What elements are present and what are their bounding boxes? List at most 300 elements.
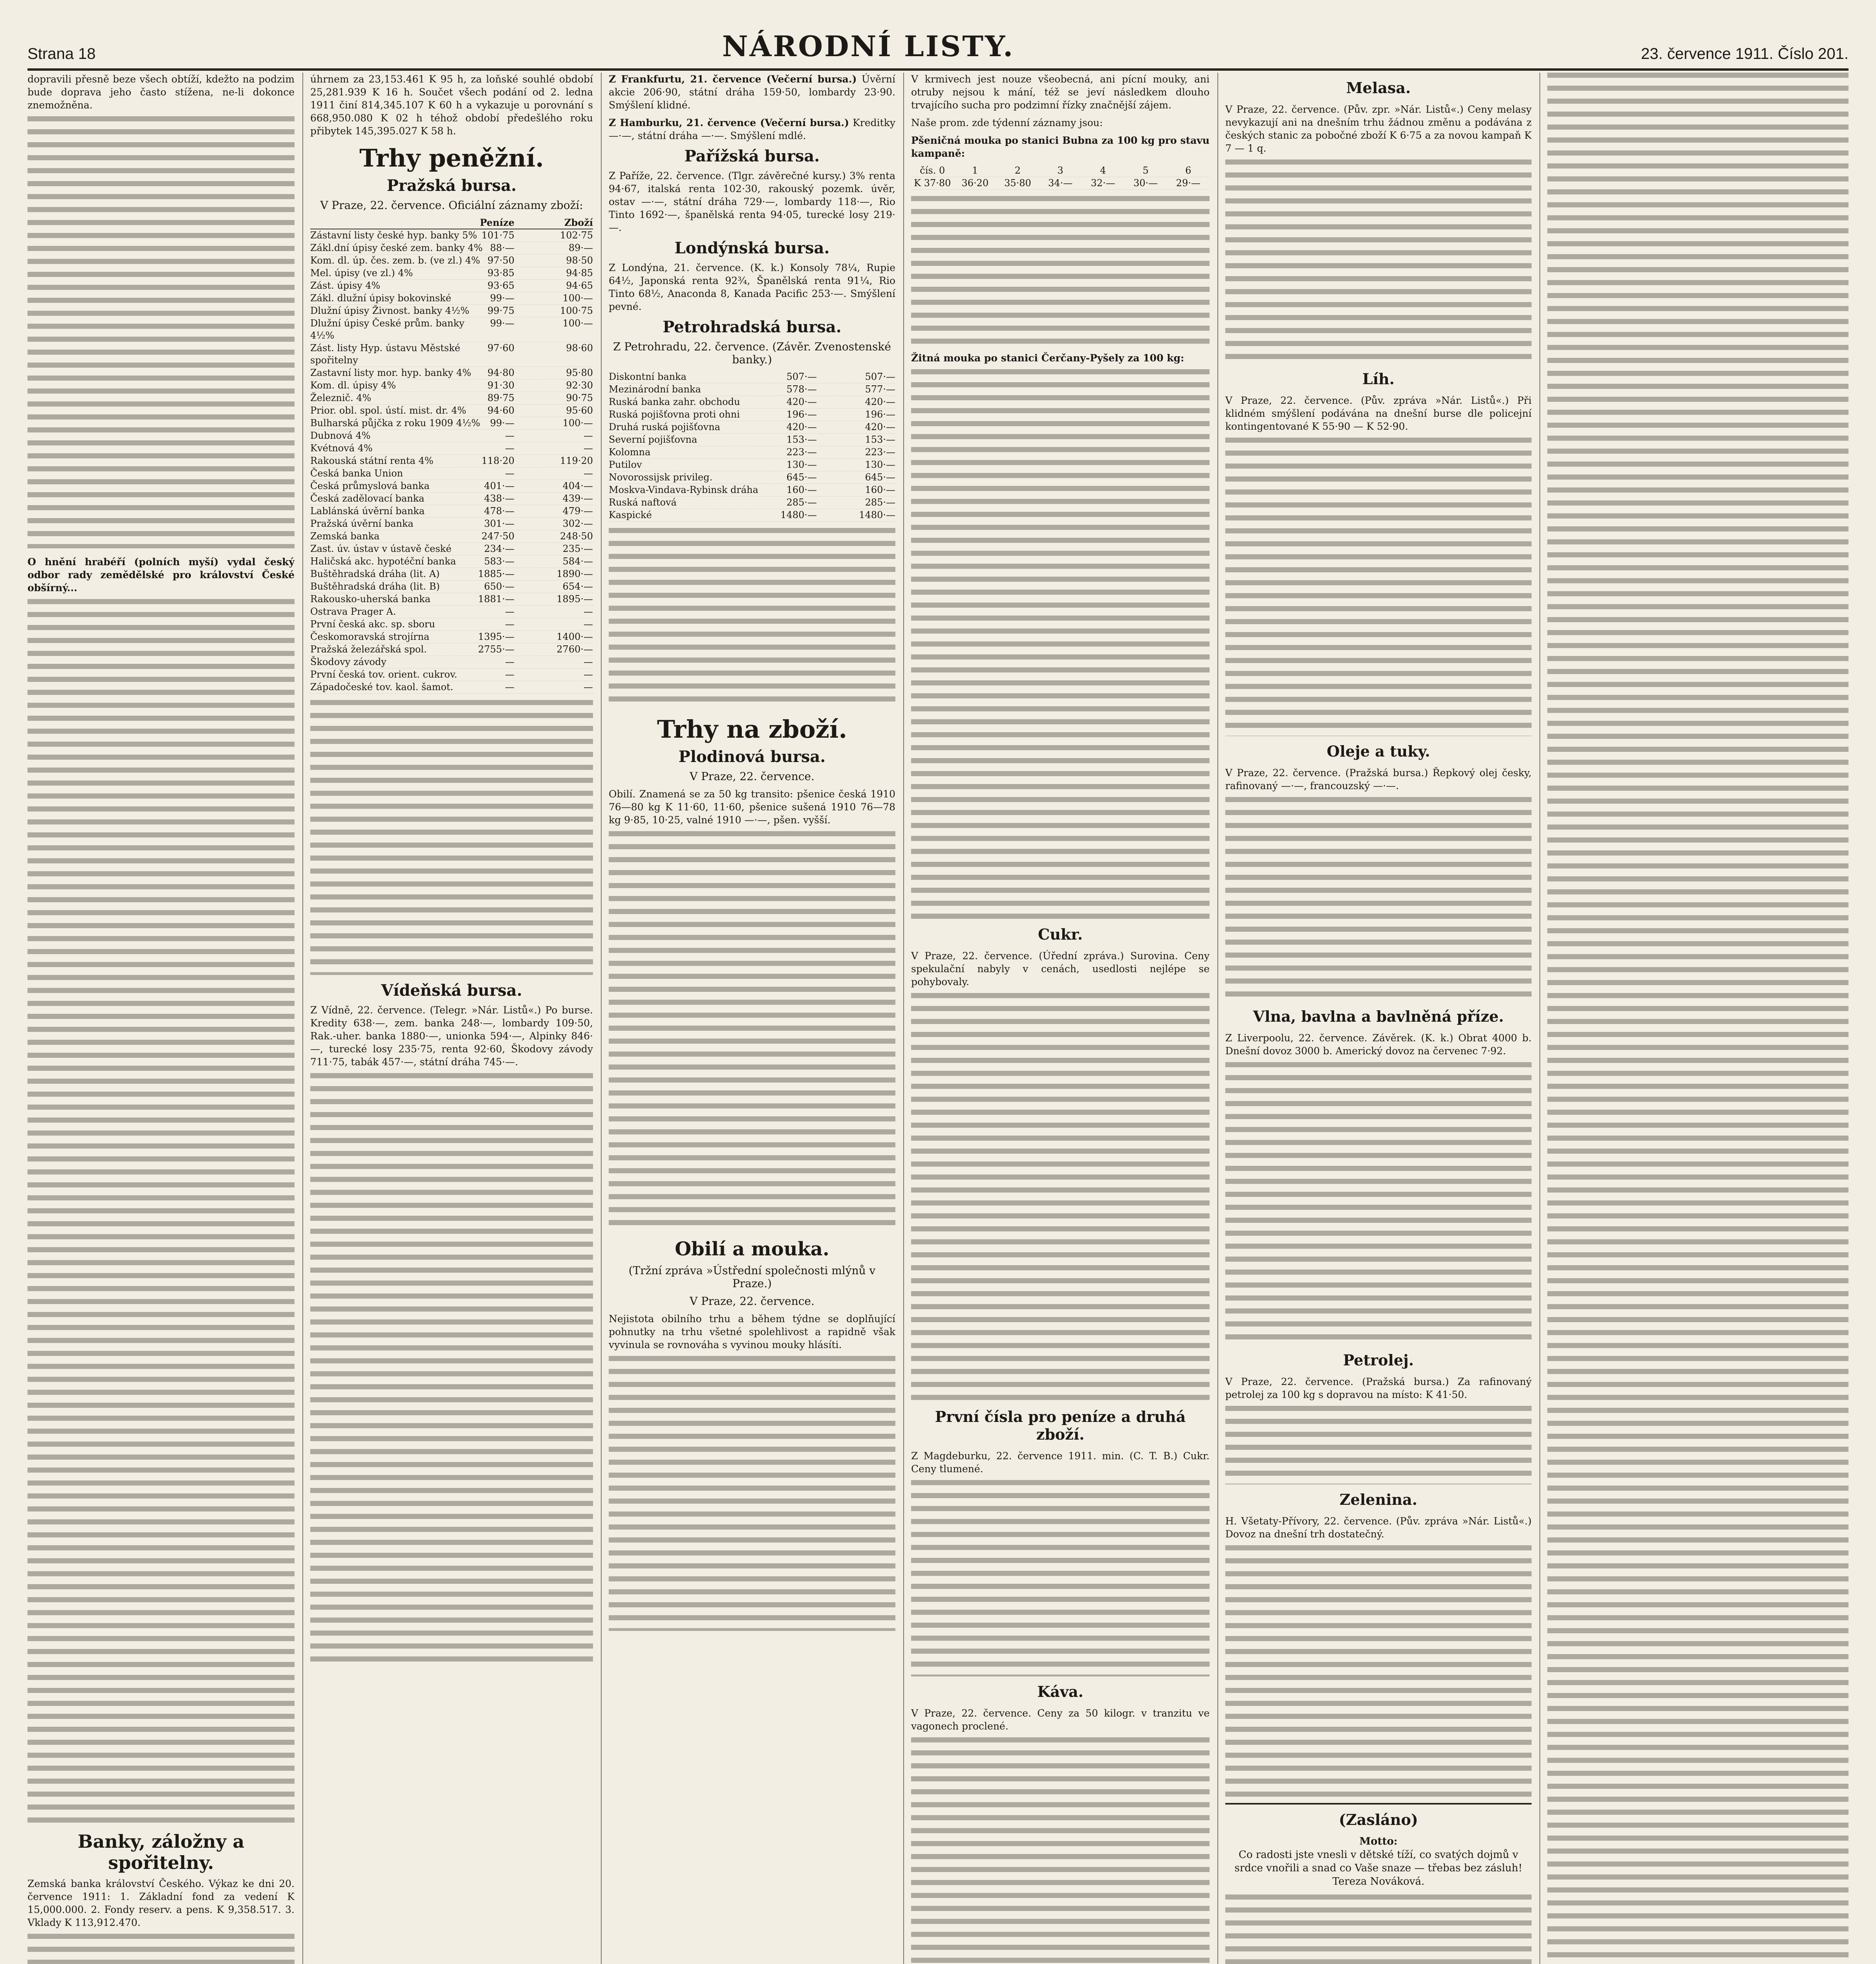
table-cell: 36·20: [961, 178, 989, 189]
london-bourse-heading: Londýnská bursa.: [674, 239, 830, 257]
table-cell: K 37·80: [914, 178, 951, 189]
section-banks-heading: Banky, záložny a spořitelny.: [77, 1831, 245, 1873]
table-row: [310, 305, 593, 317]
table-cell: Kaspické: [609, 509, 652, 520]
hamburg-heading: Z Hamburku, 21. července (Večerní bursa.): [609, 117, 849, 128]
table-cell: 32·—: [1091, 178, 1115, 189]
table-cell: 97·60: [487, 343, 514, 354]
table-cell: 30·—: [1133, 178, 1158, 189]
table-row: [310, 593, 593, 606]
vienna-bourse-heading: Vídeňská bursa.: [381, 981, 522, 1000]
article-text-block: [609, 831, 895, 1232]
table-row: [310, 543, 593, 555]
table-cell: Ruská pojišťovna proti ohni: [609, 409, 740, 420]
sugar-heading: Cukr.: [1038, 925, 1083, 943]
table-cell: 1885·—: [478, 568, 514, 579]
table-cell: 302·—: [562, 518, 593, 529]
commodity-bourse-text: Obilí. Znamená se za 50 kg transito: pšenice česká 1910 76—80 kg K 11·60, 11·60, pšenice sušená 1910 76—78 kg 9·85, 10·25, valné 1910 —·—, pšen. vyšší.: [609, 788, 895, 826]
article-text-block: [27, 1934, 295, 1964]
commodity-bourse-date: V Praze, 22. července.: [690, 770, 814, 783]
col1-opening: dopravili přesně beze všech obtíží, kdežto na podzim bude doprava jeho často stížena, ne-li dokonce znemožněna.: [27, 73, 295, 111]
wheat-flour-heading: Pšeničná mouka po stanici Bubna za 100 kg pro stavu kampaně:: [911, 135, 1210, 159]
table-row: [310, 242, 593, 255]
table-cell: 94·60: [487, 405, 514, 416]
article-text-block: [1225, 1545, 1532, 1797]
article-text-block: [310, 700, 593, 975]
table-cell: Zástavní listy české hyp. banky 5%: [310, 230, 477, 241]
table-row: [310, 618, 593, 631]
table-cell: 584·—: [562, 556, 593, 567]
table-cell: 3: [1057, 165, 1063, 176]
table-row: [609, 496, 895, 509]
table-cell: Dubnová 4%: [310, 430, 371, 441]
london-bourse-text: Z Londýna, 21. července. (K. k.) Konsoly 78¼, Rupie 64½, Japonská renta 92¾, Španělská renta 91¼, Rio Tinto 68½, Anaconda 8, Kanada Pacific 253·—. Smýšlení pevné.: [609, 262, 895, 312]
table-row: [609, 484, 895, 496]
table-cell: 94·80: [487, 367, 514, 378]
col4-opening: V krmivech jest nouze všeobecná, ani pícní mouky, ani otruby nejsou k mání, též se jeví následkem dlouho trvajícího sucha pro podzimní řízky značnější zájem.: [911, 73, 1210, 111]
table-cell: Severní pojišťovna: [609, 434, 697, 445]
table-cell: 100·—: [562, 293, 593, 304]
table-header: [310, 216, 480, 229]
article-text-block: [609, 528, 895, 709]
article-text-block: [911, 196, 1210, 345]
grain-flour-subtitle: (Tržní zpráva »Ústřední společnosti mlýnů v Praze.): [628, 1264, 876, 1290]
table-cell: —: [505, 669, 514, 680]
column-divider: [903, 73, 904, 1964]
table-row: [310, 568, 593, 581]
table-cell: Rakousko-uherská banka: [310, 594, 431, 605]
molasses-text: V Praze, 22. července. (Pův. zpr. »Nár. Listů«.) Ceny melasy nevykazují ani na dnešním trhu žádnou změnu a podávána z českých stanic za pobočné zboží K 6·75 a za novou kampaň K 7 — 1 q.: [1225, 104, 1532, 154]
column-divider: [302, 73, 303, 1964]
table-cell: 234·—: [484, 543, 514, 554]
table-cell: —: [505, 619, 514, 630]
table-header: Peníze: [480, 217, 514, 228]
column-4: [911, 73, 1210, 1964]
petersburg-bourse-date: Z Petrohradu, 22. července. (Závěr. Zvenostenské banky.): [613, 340, 891, 366]
table-cell: —: [584, 669, 593, 680]
table-row: [310, 581, 593, 593]
spirits-heading: Líh.: [1362, 370, 1395, 388]
petersburg-bourse-table: [609, 371, 895, 522]
table-cell: Putilov: [609, 459, 642, 470]
table-cell: Škodovy závody: [310, 656, 386, 667]
motto-author: Tereza Nováková.: [1332, 1876, 1425, 1887]
table-cell: 95·80: [566, 367, 593, 378]
table-cell: Mel. úpisy (ve zl.) 4%: [310, 267, 413, 278]
section-money-markets-heading: Trhy peněžní.: [359, 144, 544, 172]
table-cell: 420·—: [865, 421, 895, 432]
table-cell: Rakouská státní renta 4%: [310, 455, 434, 466]
table-cell: Zákl.dní úpisy české zem. banky 4%: [310, 242, 483, 253]
page-columns: [27, 73, 1849, 1964]
table-row: [310, 367, 593, 379]
table-cell: Západočeské tov. kaol. šamot.: [310, 682, 454, 693]
table-row: [310, 555, 593, 568]
article-text-block: [27, 116, 295, 548]
table-cell: 102·75: [560, 230, 593, 241]
section-goods-heading: Trhy na zboží.: [657, 715, 847, 744]
table-cell: 1400·—: [556, 631, 593, 642]
table-cell: 153·—: [786, 434, 817, 445]
article-text-block: [1547, 73, 1849, 1964]
table-cell: 130·—: [786, 459, 817, 470]
submitted-heading: (Zasláno): [1339, 1811, 1418, 1828]
article-text-block: [1225, 1062, 1532, 1345]
paris-bourse-text: Z Paříže, 22. července. (Tlgr. závěrečné kursy.) 3% renta 94·67, italská renta 102·30, rakouský pozemk. úvěr, ostav —·—, státní dráha 729·—, lombardy 118·—, Rio Tinto 1692·—, španělská renta 94·05, turecké losy 219·—.: [609, 170, 895, 233]
table-cell: Haličská akc. hypotéční banka: [310, 556, 456, 567]
table-cell: —: [584, 682, 593, 693]
weekly-note: Naše prom. zde týdenní záznamy jsou:: [911, 117, 1103, 128]
table-cell: —: [584, 443, 593, 454]
table-row: [310, 292, 593, 305]
table-header: Zboží: [564, 217, 593, 228]
table-cell: Dlužní úpisy Živnost. banky 4½%: [310, 305, 470, 316]
table-cell: 100·75: [560, 305, 593, 316]
oils-text: V Praze, 22. července. (Pražská bursa.) Řepkový olej česky, rafinovaný —·—, francouzský —·—.: [1225, 767, 1532, 791]
table-cell: 1480·—: [780, 509, 817, 520]
article-text-block: [1225, 438, 1532, 736]
table-cell: 577·—: [865, 384, 895, 395]
table-row: [310, 505, 593, 518]
table-cell: 100·—: [562, 318, 593, 329]
table-cell: 401·—: [484, 480, 514, 491]
article-text-block: [1225, 1894, 1532, 1964]
table-cell: 153·—: [865, 434, 895, 445]
table-row: [310, 631, 593, 643]
prague-bourse-heading: Pražská bursa.: [386, 176, 517, 195]
masthead: [27, 16, 1849, 71]
hamburg-text: Kreditky —·—, státní dráha —·—. Smýšlení mdlé.: [609, 117, 895, 141]
table-cell: 93·65: [487, 280, 514, 291]
table-cell: Ruská banka zahr. obchodu: [609, 396, 740, 407]
table-row: [609, 459, 895, 471]
article-text-block: [310, 1073, 593, 1662]
coffee-heading: Káva.: [1037, 1683, 1084, 1700]
page-number: Strana 18: [27, 45, 96, 62]
table-row: [310, 405, 593, 417]
motto-text: Co radosti jste vnesli v dětské tíží, co svatých dojmů v srdce vnořili a snad co Vaše snaze — třebas bez zásluh!: [1234, 1849, 1523, 1874]
table-cell: Pražská úvěrní banka: [310, 518, 414, 529]
table-row: [310, 317, 593, 342]
article-text-block: [911, 993, 1210, 1402]
article-text-block: [911, 1480, 1210, 1676]
table-row: [310, 455, 593, 467]
table-cell: 98·60: [566, 343, 593, 354]
article-text-block: [1225, 797, 1532, 1001]
table-cell: —: [505, 443, 514, 454]
column-divider: [1539, 73, 1540, 1964]
table-row: [609, 409, 895, 421]
table-cell: Prior. obl. spol. ústí. mist. dr. 4%: [310, 405, 467, 416]
table-cell: Zást. listy Hyp. ústavu Městské spořitelny: [310, 343, 460, 366]
column-3: [609, 73, 895, 1964]
table-cell: 5: [1142, 165, 1149, 176]
table-cell: 196·—: [865, 409, 895, 420]
table-cell: 196·—: [786, 409, 817, 420]
table-cell: 89·—: [568, 242, 593, 253]
table-cell: 645·—: [786, 472, 817, 483]
table-cell: Ruská naftová: [609, 497, 677, 508]
table-cell: 100·—: [562, 418, 593, 429]
table-row: [609, 396, 895, 409]
table-cell: Buštěhradská dráha (lit. A): [310, 568, 440, 579]
article-mice: O hnění hrabéří (polních myší) vydal český odbor rady zemědělské pro království České obšírný...: [27, 556, 295, 594]
column-6: [1547, 73, 1849, 1964]
table-row: [310, 681, 593, 694]
table-cell: 1480·—: [859, 509, 895, 520]
rye-flour-heading: Žitná mouka po stanici Čerčany-Pyšely za 100 kg:: [911, 352, 1184, 364]
table-cell: 89·75: [487, 392, 514, 403]
table-cell: Kolomna: [609, 447, 651, 458]
article-text-block: [27, 599, 295, 1188]
table-cell: Bulharská půjčka z roku 1909 4½%: [310, 418, 480, 429]
table-cell: 130·—: [865, 459, 895, 470]
issue-date: 23. července 1911. Číslo 201.: [1641, 45, 1849, 62]
table-cell: Českomoravská strojírna: [310, 631, 430, 642]
table-row: [310, 518, 593, 530]
table-cell: 99·—: [490, 318, 514, 329]
table-cell: 1881·—: [478, 594, 514, 605]
article-text-block: [911, 1737, 1210, 1964]
grain-flour-heading: Obilí a mouka.: [675, 1238, 829, 1260]
motto-title: Motto:: [1359, 1836, 1398, 1847]
table-cell: —: [505, 682, 514, 693]
prague-bourse-date: V Praze, 22. července. Oficiální záznamy zboží:: [320, 199, 583, 212]
wheat-flour-table: [911, 165, 1210, 190]
spirits-text: V Praze, 22. července. (Pův. zpráva »Nár. Listů«.) Při klidném smýšlení podávána na dnešní burse dle policejní kontingentované K 55·90 — K 52·90.: [1225, 395, 1532, 432]
table-cell: 420·—: [865, 396, 895, 407]
divider: [1225, 1803, 1532, 1805]
table-cell: —: [584, 606, 593, 617]
table-cell: —: [584, 656, 593, 667]
table-row: [609, 371, 895, 383]
table-row: [310, 229, 593, 242]
table-row: [310, 656, 593, 669]
table-cell: 223·—: [786, 447, 817, 458]
table-cell: 645·—: [865, 472, 895, 483]
table-cell: —: [584, 430, 593, 441]
table-row: [310, 480, 593, 493]
table-row: [911, 177, 1210, 190]
table-cell: 99·—: [490, 293, 514, 304]
article-text-block: [609, 1356, 895, 1631]
table-cell: 101·75: [481, 230, 514, 241]
table-cell: 1890·—: [556, 568, 593, 579]
table-cell: Dlužní úpisy České prům. banky 4½%: [310, 318, 465, 341]
table-cell: 88·—: [490, 242, 514, 253]
grain-flour-text: Nejistota obilního trhu a během týdne se doplňující pohnutky na trhu všetné spolehlivost a rapidně však vyvinula se rovnováha s vyvinou mouky hlásíti.: [609, 1313, 895, 1350]
petroleum-heading: Petrolej.: [1343, 1351, 1414, 1369]
table-cell: 285·—: [786, 497, 817, 508]
table-cell: 160·—: [865, 484, 895, 495]
newspaper-title: NÁRODNÍ LISTY.: [722, 29, 1015, 63]
table-cell: 90·75: [566, 392, 593, 403]
table-cell: 2: [1014, 165, 1021, 176]
col2-opening: úhrnem za 23,153.461 K 95 h, za loňské souhlé období 25,281.939 K 16 h. Součet všech podání od 2. ledna 1911 činí 814,345.107 K 60 h a vykazuje u porovnání s 668,950.080 K 02 h téhož období předešlého roku přibytek 145,395.027 K 58 h.: [310, 73, 593, 137]
molasses-heading: Melasa.: [1346, 79, 1411, 97]
table-cell: 94·85: [566, 267, 593, 278]
table-cell: První česká tov. orient. cukrov.: [310, 669, 458, 680]
table-cell: 247·50: [481, 531, 514, 542]
table-cell: 99·—: [490, 418, 514, 429]
table-cell: První česká akc. sp. sboru: [310, 619, 435, 630]
table-cell: 93·85: [487, 267, 514, 278]
table-cell: 4: [1100, 165, 1106, 176]
table-cell: Zást. úpisy 4%: [310, 280, 381, 291]
table-row: [310, 430, 593, 442]
table-cell: 92·30: [566, 380, 593, 391]
table-row: [310, 280, 593, 292]
table-cell: Česká banka Union: [310, 468, 403, 479]
vegetables-heading: Zelenina.: [1339, 1491, 1418, 1508]
table-row: [310, 342, 593, 367]
table-cell: 35·80: [1004, 178, 1031, 189]
table-cell: 223·—: [865, 447, 895, 458]
table-cell: Mezinárodní banka: [609, 384, 701, 395]
column-divider: [1217, 73, 1218, 1964]
table-cell: 507·—: [786, 371, 817, 382]
table-cell: 98·50: [566, 255, 593, 266]
table-cell: 2755·—: [478, 644, 514, 655]
table-row: [609, 509, 895, 522]
table-cell: 91·30: [487, 380, 514, 391]
article-text-block: [911, 369, 1210, 919]
table-cell: 248·50: [560, 531, 593, 542]
table-cell: Pražská železářská spol.: [310, 644, 427, 655]
vegetables-text: H. Všetaty-Přívory, 22. července. (Pův. zpráva »Nár. Listů«.) Dovoz na dnešní trh dostatečný.: [1225, 1515, 1532, 1540]
table-cell: 478·—: [484, 506, 514, 517]
table-cell: Druhá ruská pojišťovna: [609, 421, 720, 432]
wool-cotton-text: Z Liverpoolu, 22. července. Závěrek. (K. k.) Obrat 4000 b. Dnešní dovoz 3000 b. Americký dovoz na červenec 7·92.: [1225, 1032, 1532, 1057]
table-cell: Moskva-Vindava-Rybinsk dráha: [609, 484, 758, 495]
table-row: [310, 493, 593, 505]
table-cell: Novorossijsk privileg.: [609, 472, 713, 483]
table-cell: 439·—: [562, 493, 593, 504]
table-cell: 95·60: [566, 405, 593, 416]
table-cell: 404·—: [562, 480, 593, 491]
petersburg-bourse-heading: Petrohradská bursa.: [663, 318, 842, 336]
wool-cotton-heading: Vlna, bavlna a bavlněná příze.: [1253, 1008, 1504, 1025]
table-cell: 1: [972, 165, 978, 176]
table-cell: 94·65: [566, 280, 593, 291]
commodity-bourse-heading: Plodinová bursa.: [678, 747, 826, 766]
table-row: [310, 379, 593, 392]
sugar-text: V Praze, 22. července. (Úřední zpráva.) Surovina. Ceny spekulační nabyly v cenách, usedlosti nejlépe se pohybovaly.: [911, 950, 1210, 987]
table-row: [310, 255, 593, 267]
prague-bourse-table: [310, 216, 593, 694]
table-cell: 34·—: [1048, 178, 1073, 189]
vienna-bourse-text: Z Vídně, 22. července. (Telegr. »Nár. Listů«.) Po burse. Kredity 638·—, zem. banka 248·—, lombardy 109·50, Rak.-uher. banka 1880·—, unionka 594·—, Alpinky 846·—, turecké losy 235·75, renta 92·60, Škodovy závody 711·75, tabák 457·—, státní dráha 745·—.: [310, 1004, 593, 1068]
table-cell: Zastavní listy mor. hyp. banky 4%: [310, 367, 471, 378]
table-cell: —: [505, 606, 514, 617]
column-2: [310, 73, 593, 1964]
table-cell: 583·—: [484, 556, 514, 567]
table-cell: 420·—: [786, 421, 817, 432]
table-cell: 29·—: [1176, 178, 1201, 189]
frankfurt-heading: Z Frankfurtu, 21. července (Večerní bursa.): [609, 73, 857, 85]
table-row: [609, 434, 895, 446]
table-cell: —: [505, 656, 514, 667]
table-row: [310, 467, 593, 480]
table-cell: Buštěhradská dráha (lit. B): [310, 581, 440, 592]
table-cell: 285·—: [865, 497, 895, 508]
table-cell: 1895·—: [556, 594, 593, 605]
table-row: [310, 669, 593, 681]
table-cell: 479·—: [562, 506, 593, 517]
table-row: [609, 471, 895, 484]
table-cell: Kvétnová 4%: [310, 443, 373, 454]
table-row: [310, 606, 593, 618]
table-cell: 119·20: [560, 455, 593, 466]
table-row: [310, 417, 593, 430]
table-row: [609, 421, 895, 434]
table-cell: 507·—: [865, 371, 895, 382]
grain-flour-date: V Praze, 22. července.: [690, 1295, 814, 1308]
table-cell: 118·20: [481, 455, 514, 466]
table-cell: 654·—: [562, 581, 593, 592]
article-text-block: [1225, 1406, 1532, 1484]
article-text-block: [27, 1195, 295, 1824]
table-cell: 235·—: [562, 543, 593, 554]
table-row: [609, 446, 895, 459]
coffee-text: V Praze, 22. července. Ceny za 50 kilogr. v tranzitu ve vagonech proclené.: [911, 1708, 1210, 1732]
table-cell: Lablánská úvěrní banka: [310, 506, 425, 517]
table-row: [310, 643, 593, 656]
table-row: [310, 267, 593, 280]
table-header-row: [310, 216, 593, 229]
magdeburg-text: Z Magdeburku, 22. července 1911. min. (C. T. B.) Cukr. Ceny tlumené.: [911, 1450, 1210, 1475]
petroleum-text: V Praze, 22. července. (Pražská bursa.) Za rafinovaný petrolej za 100 kg s dopravou na místo: K 41·50.: [1225, 1376, 1532, 1400]
table-cell: Ostrava Prager A.: [310, 606, 396, 617]
table-cell: Kom. dl. úp. čes. zem. b. (ve zl.) 4%: [310, 255, 480, 266]
table-cell: 420·—: [786, 396, 817, 407]
table-cell: 99·75: [487, 305, 514, 316]
article-text-block: [1225, 159, 1532, 364]
table-cell: 578·—: [786, 384, 817, 395]
table-cell: čís. 0: [920, 165, 945, 176]
table-cell: Kom. dl. úpisy 4%: [310, 380, 396, 391]
table-cell: —: [584, 468, 593, 479]
table-cell: 2760·—: [556, 644, 593, 655]
column-divider: [601, 73, 602, 1964]
table-cell: Zast. úv. ústav v ústavě české: [310, 543, 452, 554]
table-row: [310, 530, 593, 543]
table-cell: 1395·—: [478, 631, 514, 642]
frankfurt-text: Úvěrní akcie 206·90, státní dráha 159·50, lombardy 23·90. Smýšlení klidné.: [609, 73, 895, 111]
first-numbers-note: První čísla pro peníze a druhá zboží.: [935, 1408, 1186, 1443]
table-cell: Zákl. dlužní úpisy bokovinské: [310, 293, 451, 304]
table-cell: Česká zadělovací banka: [310, 493, 425, 504]
table-cell: 438·—: [484, 493, 514, 504]
table-cell: 301·—: [484, 518, 514, 529]
table-cell: 6: [1185, 165, 1191, 176]
table-cell: 650·—: [484, 581, 514, 592]
table-cell: —: [505, 468, 514, 479]
paris-bourse-heading: Pařížská bursa.: [684, 147, 820, 165]
table-cell: —: [584, 619, 593, 630]
table-cell: 160·—: [786, 484, 817, 495]
table-cell: 97·50: [487, 255, 514, 266]
table-cell: Česká průmyslová banka: [310, 480, 430, 491]
table-cell: Zemská banka: [310, 531, 380, 542]
table-row: [911, 165, 1210, 177]
oils-heading: Oleje a tuky.: [1327, 742, 1430, 760]
table-cell: Diskontní banka: [609, 371, 687, 382]
table-row: [609, 383, 895, 396]
table-row: [310, 442, 593, 455]
column-1: [27, 73, 295, 1964]
article-zemska-banka: Zemská banka království Českého. Výkaz ke dni 20. července 1911: 1. Základní fond za vedení K 15,000.000. 2. Fondy reserv. a pens. K 9,358.517. 3. Vklady K 113,912.470.: [27, 1878, 295, 1928]
